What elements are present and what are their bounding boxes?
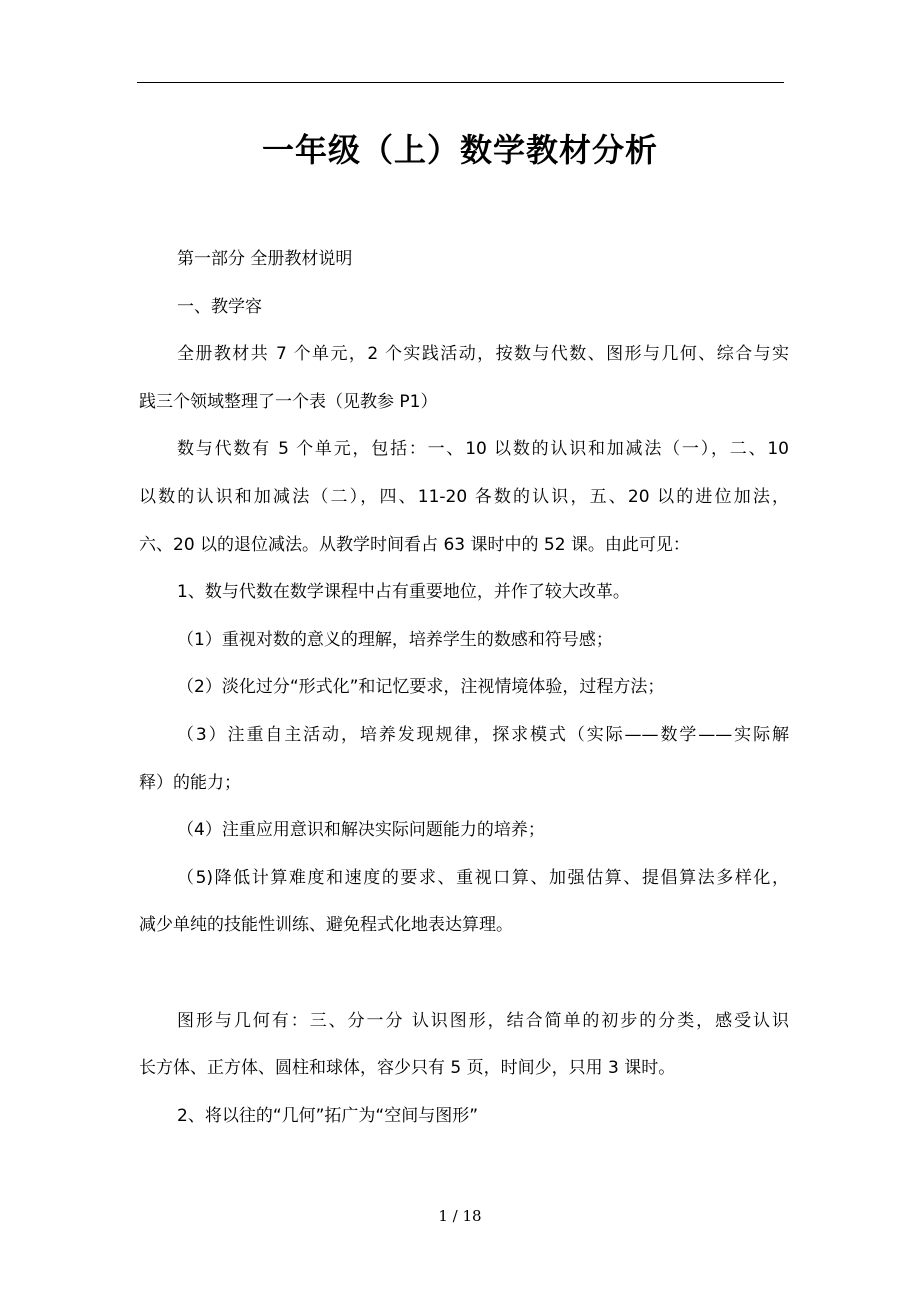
- list-item: （3）注重自主活动，培养发现规律，探求模式（实际——数学——实际解: [177, 724, 789, 745]
- list-item: 1、数与代数在数学课程中占有重要地位，并作了较大改革。: [177, 582, 630, 603]
- paragraph-line: 图形与几何有：三、分一分 认识图形，结合简单的初步的分类，感受认识: [177, 1010, 789, 1031]
- list-item-continuation: 释）的能力；: [139, 772, 241, 793]
- paragraph-line: 数与代数有 5 个单元，包括：一、10 以数的认识和加减法（一），二、10: [177, 439, 789, 460]
- header-rule: [137, 82, 784, 83]
- paragraph-line: 以数的认识和加减法（二），四、11-20 各数的认识，五、20 以的进位加法，: [139, 486, 789, 507]
- document-body: [139, 236, 789, 1140]
- list-item: （2）淡化过分“形式化”和记忆要求，注视情境体验，过程方法；: [177, 677, 665, 698]
- document-title: 一年级（上）数学教材分析: [261, 131, 658, 169]
- subsection-heading: 一、教学容: [177, 296, 262, 317]
- list-item: （5)降低计算难度和速度的要求、重视口算、加强估算、提倡算法多样化，: [177, 867, 789, 888]
- paragraph-line: 长方体、正方体、圆柱和球体，容少只有 5 页，时间少，只用 3 课时。: [139, 1058, 676, 1079]
- page-number: 1 / 18: [438, 1207, 482, 1225]
- section-heading: 第一部分 全册教材说明: [177, 249, 353, 269]
- blank-line: [139, 950, 789, 998]
- list-item: 2、将以往的“几何”拓广为“空间与图形”: [177, 1105, 479, 1126]
- list-item-continuation: 减少单纯的技能性训练、避免程式化地表达算理。: [139, 915, 513, 936]
- list-item: （4）注重应用意识和解决实际问题能力的培养；: [177, 820, 545, 841]
- list-item: （1）重视对数的意义的理解，培养学生的数感和符号感；: [177, 629, 613, 650]
- paragraph-line: 六、20 以的退位减法。从教学时间看占 63 课时中的 52 课。由此可见：: [139, 534, 690, 555]
- paragraph-line: 践三个领域整理了一个表（见教参 P1）: [139, 391, 438, 412]
- paragraph-line: 全册教材共 7 个单元，2 个实践活动，按数与代数、图形与几何、综合与实: [177, 344, 789, 365]
